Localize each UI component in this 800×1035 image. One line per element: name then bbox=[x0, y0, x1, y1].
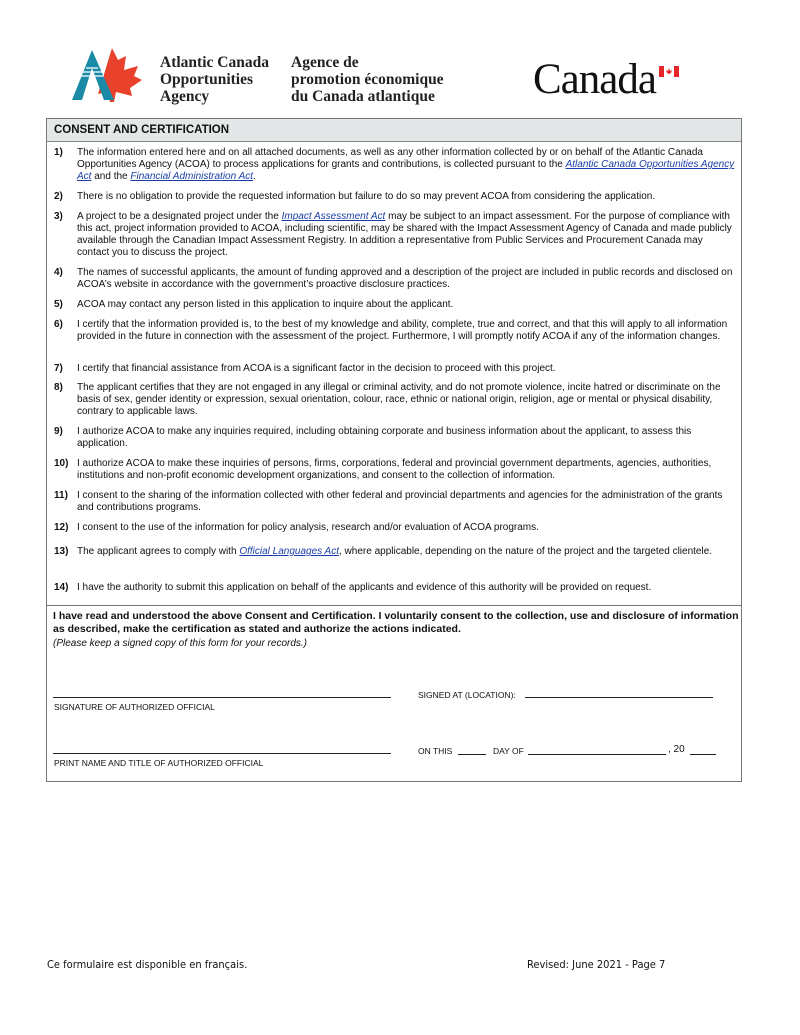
item-text-segment: I certify that financial assistance from ACOA is a significant factor in the decision to proceed with this project. bbox=[77, 363, 556, 374]
item-text-segment: I certify that the information provided is, to the best of my knowledge and ability, complete, true and correct, and that this will apply to all information provided in the future in connection with the assessment of the project. Furthermore, I will promptly notify ACOA if any of the information changes. bbox=[77, 319, 728, 342]
item-number: 13) bbox=[54, 546, 69, 557]
item-number: 10) bbox=[54, 458, 69, 469]
signature-field[interactable] bbox=[53, 697, 391, 698]
item-text bbox=[77, 147, 737, 183]
section-title: CONSENT AND CERTIFICATION bbox=[47, 119, 741, 142]
divider bbox=[47, 605, 741, 606]
month-field[interactable] bbox=[528, 754, 666, 755]
act-link[interactable]: Official Languages Act bbox=[239, 546, 339, 557]
item-number: 12) bbox=[54, 522, 69, 533]
day-field[interactable] bbox=[458, 754, 486, 755]
canada-wordmark: Canada bbox=[533, 56, 656, 103]
signed-at-label: SIGNED AT (LOCATION): bbox=[418, 690, 516, 700]
item-number: 9) bbox=[54, 426, 63, 437]
agency-en-line: Agency bbox=[160, 88, 210, 105]
item-number: 4) bbox=[54, 267, 63, 278]
item-number: 2) bbox=[54, 191, 63, 202]
agency-fr-line: du Canada atlantique bbox=[291, 88, 435, 105]
item-text bbox=[77, 267, 737, 291]
item-text-segment: The names of successful applicants, the amount of funding approved and a description of the project are included in public records and disclosed on ACOA’s website in accordance with the government’s proactive disclosure practices. bbox=[77, 267, 733, 290]
item-number: 8) bbox=[54, 382, 63, 393]
item-number: 14) bbox=[54, 582, 69, 593]
year-prefix: , 20 bbox=[668, 744, 685, 755]
revision-page-info: Revised: June 2021 - Page 7 bbox=[527, 958, 666, 971]
item-number: 6) bbox=[54, 319, 63, 330]
item-text-segment: I authorize ACOA to make any inquiries required, including obtaining corporate and business information about the applicant, to assess this application. bbox=[77, 426, 692, 449]
item-text bbox=[77, 582, 737, 594]
acoa-logo-icon bbox=[68, 46, 144, 102]
consent-certification-section bbox=[46, 118, 742, 782]
item-text-segment: and the bbox=[91, 171, 131, 182]
year-field[interactable] bbox=[690, 754, 716, 755]
declaration-text: I have read and understood the above Consent and Certification. I voluntarily consent to the collection, use and disclosure of information as described, make the certification as stated and authorize the actions indicated. bbox=[53, 610, 739, 635]
act-link[interactable]: Atlantic Canada Opportunities Agency Act bbox=[77, 159, 735, 182]
agency-fr-line: Agence de bbox=[291, 54, 359, 71]
item-text bbox=[77, 211, 737, 259]
agency-name-en bbox=[160, 54, 269, 105]
item-text bbox=[77, 319, 737, 343]
item-text-segment: The applicant certifies that they are not engaged in any illegal or criminal activity, and do not promote violence, incite hatred or discriminate on the basis of sex, gender identity or expression, sexual orientation, colour, race, ethnic or national origin, religion, age or mental or physical disability, contrary to applicable laws. bbox=[77, 382, 721, 417]
item-text bbox=[77, 363, 737, 375]
item-number: 5) bbox=[54, 299, 63, 310]
item-text-segment: The applicant agrees to comply with bbox=[77, 546, 240, 557]
item-text-segment: There is no obligation to provide the requested information but failure to do so may prevent ACOA from considering the application. bbox=[77, 191, 656, 202]
canada-flag-icon bbox=[659, 66, 679, 77]
item-number: 11) bbox=[54, 490, 68, 501]
french-availability-note: Ce formulaire est disponible en français. bbox=[47, 958, 248, 971]
item-number: 3) bbox=[54, 211, 63, 222]
on-this-label: ON THIS bbox=[418, 746, 453, 756]
act-link[interactable]: Financial Administration Act bbox=[130, 171, 254, 182]
item-text bbox=[77, 382, 737, 418]
item-text-segment: I consent to the use of the information for policy analysis, research and/or evaluation of ACOA programs. bbox=[77, 522, 539, 533]
day-of-label: DAY OF bbox=[493, 746, 524, 756]
item-number: 1) bbox=[54, 147, 63, 158]
print-name-field[interactable] bbox=[53, 753, 391, 754]
item-text bbox=[77, 191, 737, 203]
item-text bbox=[77, 299, 737, 311]
item-number: 7) bbox=[54, 363, 63, 374]
item-text bbox=[77, 426, 737, 450]
item-text bbox=[77, 546, 737, 558]
agency-fr-line: promotion économique bbox=[291, 71, 444, 88]
item-text-segment: may be subject to an impact assessment. For the purpose of compliance with this act, project information provided to ACOA, including scientific, may be shared with the Impact Assessment Agency of Canada and made publicly available through the Canadian Impact Assessment Registry. In addition a representative from Public Services and Procurement Canada may contact you to discuss the project. bbox=[77, 211, 732, 258]
item-text-segment: I consent to the sharing of the information collected with other federal and provincial departments and agencies for the administration of the grants and contributions programs. bbox=[77, 490, 723, 513]
item-text bbox=[77, 490, 737, 514]
keep-copy-note: (Please keep a signed copy of this form for your records.) bbox=[53, 638, 308, 649]
item-text-segment: ACOA may contact any person listed in this application to inquire about the applicant. bbox=[77, 299, 454, 310]
item-text-segment: A project to be a designated project under the bbox=[77, 211, 282, 222]
signed-at-field[interactable] bbox=[525, 697, 713, 698]
act-link[interactable]: Impact Assessment Act bbox=[281, 211, 386, 222]
agency-name-fr bbox=[291, 54, 444, 105]
agency-en-line: Opportunities bbox=[160, 71, 254, 88]
item-text-segment: I authorize ACOA to make these inquiries of persons, firms, corporations, federal and provincial government departments, agencies, authorities, institutions and non-profit economic development organizations, and consent to the collection of information. bbox=[77, 458, 712, 481]
item-text bbox=[77, 522, 737, 534]
print-name-caption: PRINT NAME AND TITLE OF AUTHORIZED OFFICIAL bbox=[54, 758, 264, 768]
item-text-segment: , where applicable, depending on the nature of the project and the targeted clientele. bbox=[339, 546, 713, 557]
item-text bbox=[77, 458, 737, 482]
signature-caption: SIGNATURE OF AUTHORIZED OFFICIAL bbox=[54, 702, 215, 712]
item-text-segment: The information entered here and on all attached documents, as well as any other information collected by or on behalf of the Atlantic Canada Opportunities Agency (ACOA) to process applications for grants and contributions, is collected pursuant to the bbox=[77, 147, 703, 170]
agency-en-line: Atlantic Canada bbox=[160, 54, 269, 71]
item-text-segment: . bbox=[253, 171, 256, 182]
item-text-segment: I have the authority to submit this application on behalf of the applicants and evidence of this authority will be provided on request. bbox=[77, 582, 652, 593]
